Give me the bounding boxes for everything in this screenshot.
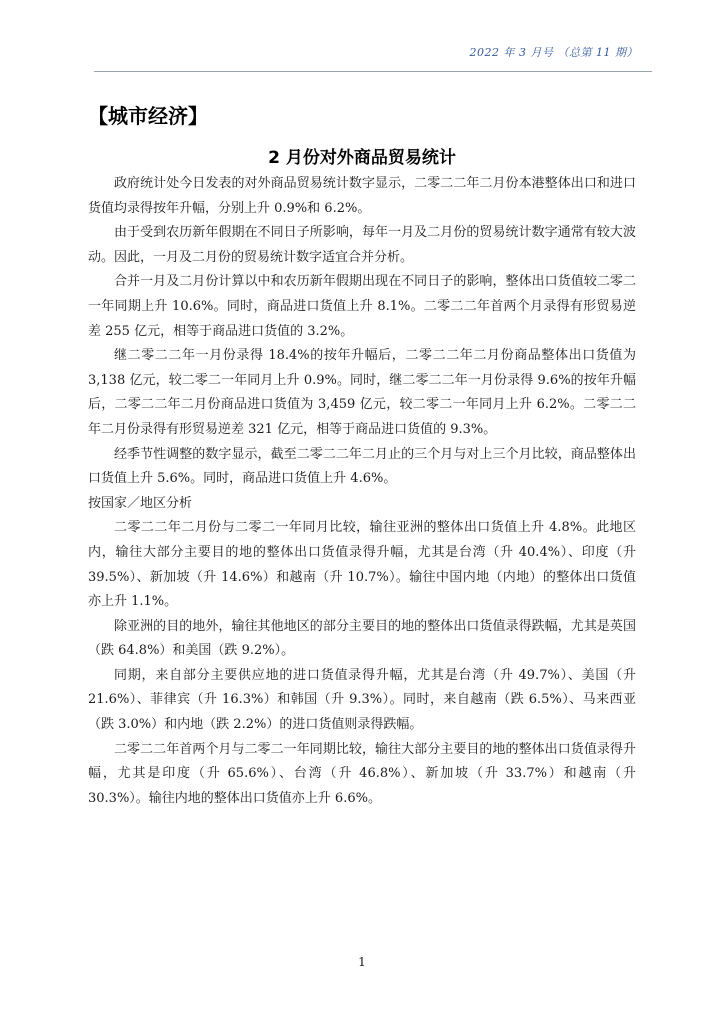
paragraph: 继二零二二年一月份录得 18.4%的按年升幅后，二零二二年二月份商品整体出口货值为 3,138 亿元，较二零二一年同月上升 0.9%。同时，继二零二二年一月份录得 9.6%的按年升幅后，二零二二年二月份商品进口货值为 3,459 亿元，较二零二一年同月上升 6.2%。二零二二年二月份录得有形贸易逆差 321 亿元，相等于商品进口货值的 9.3%。 bbox=[88, 348, 637, 437]
paragraph: 合并一月及二月份计算以中和农历新年假期出现在不同日子的影响，整体出口货值较二零二一年同期上升 10.6%。同时，商品进口货值上升 8.1%。二零二二年首两个月录得有形贸易逆差 255 亿元，相等于商品进口货值的 3.2%。 bbox=[88, 274, 636, 339]
article-body bbox=[88, 172, 636, 811]
paragraph: 由于受到农历新年假期在不同日子所影响，每年一月及二月份的贸易统计数字通常有较大波动。因此，一月及二月份的贸易统计数字适宜合并分析。 bbox=[88, 225, 636, 265]
paragraph: 同期，来自部分主要供应地的进口货值录得升幅，尤其是台湾（升 49.7%）、美国（升 21.6%）、菲律宾（升 16.3%）和韩国（升 9.3%）。同时，来自越南（跌 6.5%）、马来西亚（跌 3.0%）和内地（跌 2.2%）的进口货值则录得跌幅。 bbox=[88, 667, 636, 733]
paragraph: 二零二二年二月份与二零二一年同月比较，输往亚洲的整体出口货值上升 4.8%。此地区内，输往大部分主要目的地的整体出口货值录得升幅，尤其是台湾（升 40.4%）、印度（升 39.5%）、新加坡（升 14.6%）和越南（升 10.7%）。输往中国内地（内地）的整体出口货值亦上升 1.1%。 bbox=[88, 520, 636, 610]
paragraph: 二零二二年首两个月与二零二一年同期比较，输往大部分主要目的地的整体出口货值录得升幅，尤其是印度（升 65.6%）、台湾（升 46.8%）、新加坡（升 33.7%）和越南（升 30.3%）。输往内地的整体出口货值亦上升 6.6%。 bbox=[88, 741, 636, 806]
issue-header: 2022 年 3 月号 （总第 11 期） bbox=[469, 46, 638, 59]
paragraph: 除亚洲的目的地外，输往其他地区的部分主要目的地的整体出口货值录得跌幅，尤其是英国（跌 64.8%）和美国（跌 9.2%）。 bbox=[88, 618, 636, 659]
section-heading: 【城市经济】 bbox=[88, 104, 208, 128]
header-rule bbox=[94, 71, 652, 72]
article-title: 2 月份对外商品贸易统计 bbox=[268, 148, 456, 168]
subheading: 按国家／地区分析 bbox=[88, 495, 193, 511]
paragraph: 政府统计处今日发表的对外商品贸易统计数字显示，二零二二年二月份本港整体出口和进口货值均录得按年升幅，分别上升 0.9%和 6.2%。 bbox=[88, 176, 636, 216]
page-number: 1 bbox=[358, 955, 366, 969]
paragraph: 经季节性调整的数字显示，截至二零二二年二月止的三个月与对上三个月比较，商品整体出口货值上升 5.6%。同时，商品进口货值上升 4.6%。 bbox=[88, 446, 636, 487]
